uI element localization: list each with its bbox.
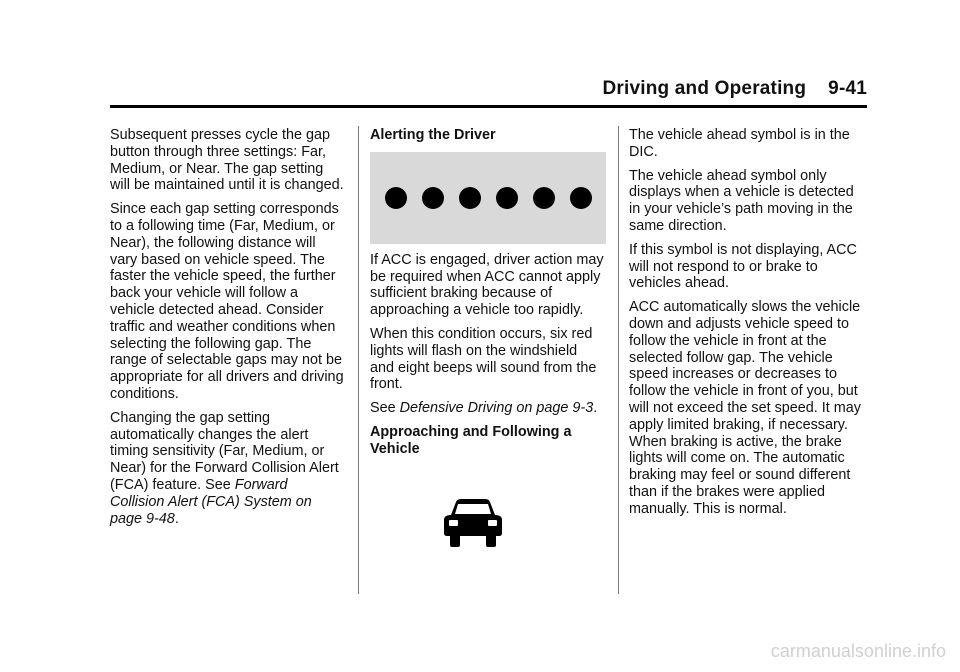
section-title: Driving and Operating [602,78,807,99]
red-lights-paragraph: When this condition occurs, six red lights will flash on the windshield and eight beeps will sound from the front. [370,325,597,393]
header-rule [110,105,867,108]
gap-time-paragraph: Since each gap setting corresponds to a following time (Far, Medium, or Near), the following distance will vary based on vehicle speed. The faster the vehicle speed, the further back your vehicle will follow a vehicle detected ahead. Consider traffic and weather conditions when selecting the following gap. The range of selectable gaps may not be appropriate for all drivers and driving conditions. [110,201,344,402]
see-reference-paragraph: See Defensive Driving on page 9-3. [370,400,598,417]
fca-reference-link[interactable]: Forward Collision Alert (FCA) System on page 9-48 [110,476,312,527]
alert-light-dot [459,187,481,209]
defensive-driving-link[interactable]: Defensive Driving on page 9-3 [399,400,594,417]
alert-light-dot [496,187,518,209]
column-middle [370,127,605,548]
approaching-heading: Approaching and Following a Vehicle [370,423,572,457]
page-header [110,78,867,100]
alert-timing-paragraph: Changing the gap setting automatically changes the alert timing sensitivity (Far, Medium, or Near) for the Forward Collision Alert (FCA) feature. See Forward Collision Alert (FCA) System on page 9-48. [110,409,339,527]
alert-light-dot [533,187,555,209]
alert-light-dot [422,187,444,209]
symbol-missing-paragraph: If this symbol is not displaying, ACC will not respond to or brake to vehicles ahead. [629,241,857,292]
vehicle-ahead-icon [442,498,504,548]
watermark: carmanualsonline.info [770,641,946,661]
page-number: 9-41 [828,78,867,99]
column-divider-1 [358,126,359,594]
symbol-location-paragraph: The vehicle ahead symbol is in the DIC. [629,127,850,160]
gap-settings-paragraph: Subsequent presses cycle the gap button through three settings: Far, Medium, or Near. The gap setting will be maintained until it is changed. [110,127,344,194]
column-left [110,127,345,534]
driver-action-paragraph: If ACC is engaged, driver action may be required when ACC cannot apply sufficient braking because of approaching a vehicle too rapidly. [370,251,604,319]
alerting-heading: Alerting the Driver [370,127,496,143]
six-red-lights-icon [370,152,606,244]
alert-light-dot [385,187,407,209]
alert-light-dot [570,187,592,209]
acc-braking-paragraph: ACC automatically slows the vehicle down and adjusts vehicle speed to follow the vehicle in front at the selected follow gap. The vehicle speed increases or decreases to follow the vehicle in front of you, but will not exceed the set speed. It may apply limited braking, if necessary. When braking is active, the brake lights will come on. The automatic braking may feel or sound different than if the brakes were applied manually. This is normal. [629,299,861,517]
column-divider-2 [618,126,619,594]
column-right [629,127,864,525]
symbol-display-paragraph: The vehicle ahead symbol only displays when a vehicle is detected in your vehicle’s path moving in the same direction. [629,167,854,234]
